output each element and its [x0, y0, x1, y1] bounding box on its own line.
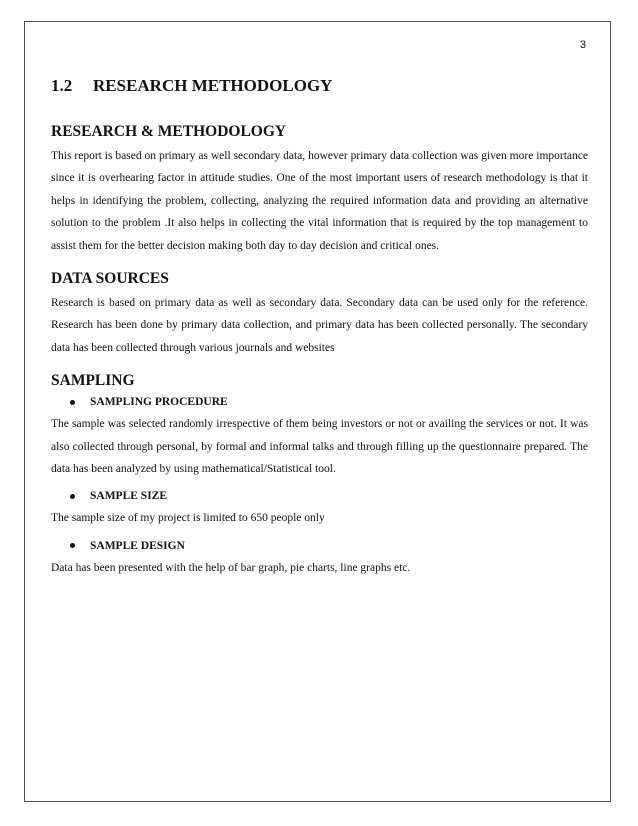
- sample-size-bullet: [51, 490, 588, 502]
- sample-design-bullet: [51, 540, 588, 552]
- sampling-procedure-paragraph: The sample was selected randomly irrespective of them being investors or not or availing the services or not. It was also collected through personal, by formal and informal talks and through filling up the questionnaire prepared. The data has been analyzed by using mathematical/Statistical tool.: [51, 418, 588, 476]
- sampling-section: [51, 372, 588, 579]
- section-heading: RESEARCH METHODOLOGY: [93, 76, 333, 95]
- sample-size-subsection: [51, 490, 588, 529]
- bullet-icon: [70, 543, 75, 548]
- sampling-procedure-subsection: [51, 396, 588, 480]
- bullet-icon: [70, 494, 75, 499]
- document-content: [51, 76, 588, 592]
- sample-design-paragraph: Data has been presented with the help of bar graph, pie charts, line graphs etc.: [51, 561, 411, 574]
- sample-size-paragraph: The sample size of my project is limited to 650 people only: [51, 512, 325, 525]
- research-methodology-paragraph: This report is based on primary as well secondary data, however primary data collection was given more importance since it is overhearing factor in attitude studies. One of the most important users of research methodology is that it helps in identifying the problem, collecting, analyzing the required information data and providing an alternative solution to the problem .It also helps in collecting the vital information that is required by the top management to assist them for the better decision making both day to day decision and critical ones.: [51, 150, 588, 252]
- sample-design-heading: SAMPLE DESIGN: [90, 539, 185, 552]
- research-methodology-section: [51, 123, 588, 257]
- bullet-icon: [70, 400, 75, 405]
- research-methodology-heading: RESEARCH & METHODOLOGY: [51, 123, 287, 140]
- data-sources-heading: DATA SOURCES: [51, 270, 169, 288]
- sample-design-subsection: [51, 540, 588, 579]
- sample-size-heading: SAMPLE SIZE: [90, 490, 168, 503]
- sampling-heading: SAMPLING: [51, 372, 135, 390]
- data-sources-section: [51, 270, 588, 359]
- page-number: 3: [579, 39, 586, 51]
- section-title: [51, 76, 588, 96]
- sampling-procedure-heading: SAMPLING PROCEDURE: [90, 396, 228, 409]
- section-number: 1.2: [51, 76, 73, 95]
- data-sources-paragraph: Research is based on primary data as well as secondary data. Secondary data can be used only for the reference. Research has been done by primary data collection, and primary data has been collected personally. The secondary data has been collected through various journals and websites: [51, 297, 588, 354]
- sampling-procedure-bullet: [51, 396, 588, 408]
